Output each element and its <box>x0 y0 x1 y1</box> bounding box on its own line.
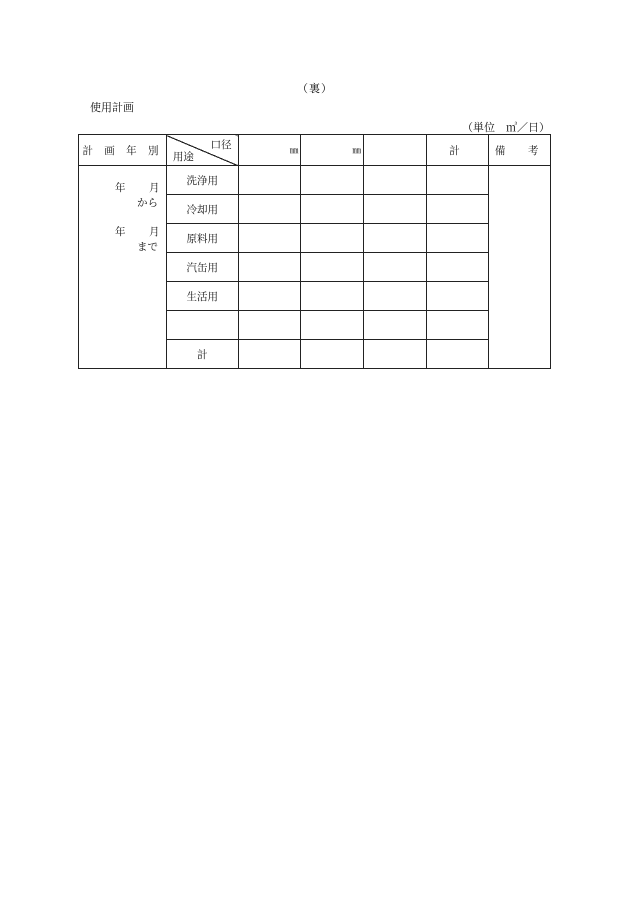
row-total-cell[interactable] <box>426 311 489 340</box>
use-washing: 洗浄用 <box>166 166 238 195</box>
diameter-use-diagonal-header <box>166 135 238 166</box>
value-cell[interactable] <box>363 282 426 311</box>
row-total-cell[interactable] <box>426 282 489 311</box>
period-until-label: まで <box>137 241 158 253</box>
value-cell[interactable] <box>238 166 301 195</box>
diameter-label: 口径 <box>210 139 232 151</box>
diameter-unit-2: ㎜ <box>301 135 364 166</box>
row-total-cell[interactable] <box>426 195 489 224</box>
row-total-cell[interactable] <box>426 166 489 195</box>
total-value-cell[interactable] <box>301 340 364 369</box>
plan-period-cell <box>79 166 167 369</box>
row-total-cell[interactable] <box>426 253 489 282</box>
total-value-cell[interactable] <box>238 340 301 369</box>
remarks-header: 備 考 <box>489 135 551 166</box>
value-cell[interactable] <box>301 311 364 340</box>
use-boiler: 汽缶用 <box>166 253 238 282</box>
remarks-cell[interactable] <box>489 166 551 369</box>
grand-total-cell[interactable] <box>426 340 489 369</box>
unit-note: （単位 ㎥／日） <box>462 121 550 134</box>
use-domestic: 生活用 <box>166 282 238 311</box>
value-cell[interactable] <box>238 224 301 253</box>
total-header: 計 <box>426 135 489 166</box>
diameter-unit-1: ㎜ <box>238 135 301 166</box>
table-row <box>79 166 551 195</box>
value-cell[interactable] <box>238 195 301 224</box>
value-cell[interactable] <box>363 253 426 282</box>
use-cooling: 冷却用 <box>166 195 238 224</box>
period-year-from: 年 <box>115 182 126 194</box>
period-month-to: 月 <box>149 226 160 238</box>
use-blank[interactable] <box>166 311 238 340</box>
value-cell[interactable] <box>301 224 364 253</box>
table-header-row <box>79 135 551 166</box>
value-cell[interactable] <box>301 253 364 282</box>
value-cell[interactable] <box>363 311 426 340</box>
period-header: 計 画 年 別 <box>79 135 167 166</box>
section-title: 使用計画 <box>90 101 134 114</box>
value-cell[interactable] <box>238 282 301 311</box>
period-from-label: から <box>137 197 158 209</box>
use-raw-material: 原料用 <box>166 224 238 253</box>
value-cell[interactable] <box>363 224 426 253</box>
diameter-unit-3 <box>363 135 426 166</box>
period-year-to: 年 <box>115 226 126 238</box>
period-month-from: 月 <box>149 182 160 194</box>
page-side-label: （裏） <box>297 82 333 95</box>
use-total-label: 計 <box>166 340 238 369</box>
value-cell[interactable] <box>238 253 301 282</box>
value-cell[interactable] <box>301 282 364 311</box>
row-total-cell[interactable] <box>426 224 489 253</box>
use-label: 用途 <box>172 151 194 163</box>
value-cell[interactable] <box>238 311 301 340</box>
value-cell[interactable] <box>363 195 426 224</box>
value-cell[interactable] <box>363 166 426 195</box>
total-value-cell[interactable] <box>363 340 426 369</box>
usage-plan-table <box>78 134 551 369</box>
value-cell[interactable] <box>301 166 364 195</box>
value-cell[interactable] <box>301 195 364 224</box>
